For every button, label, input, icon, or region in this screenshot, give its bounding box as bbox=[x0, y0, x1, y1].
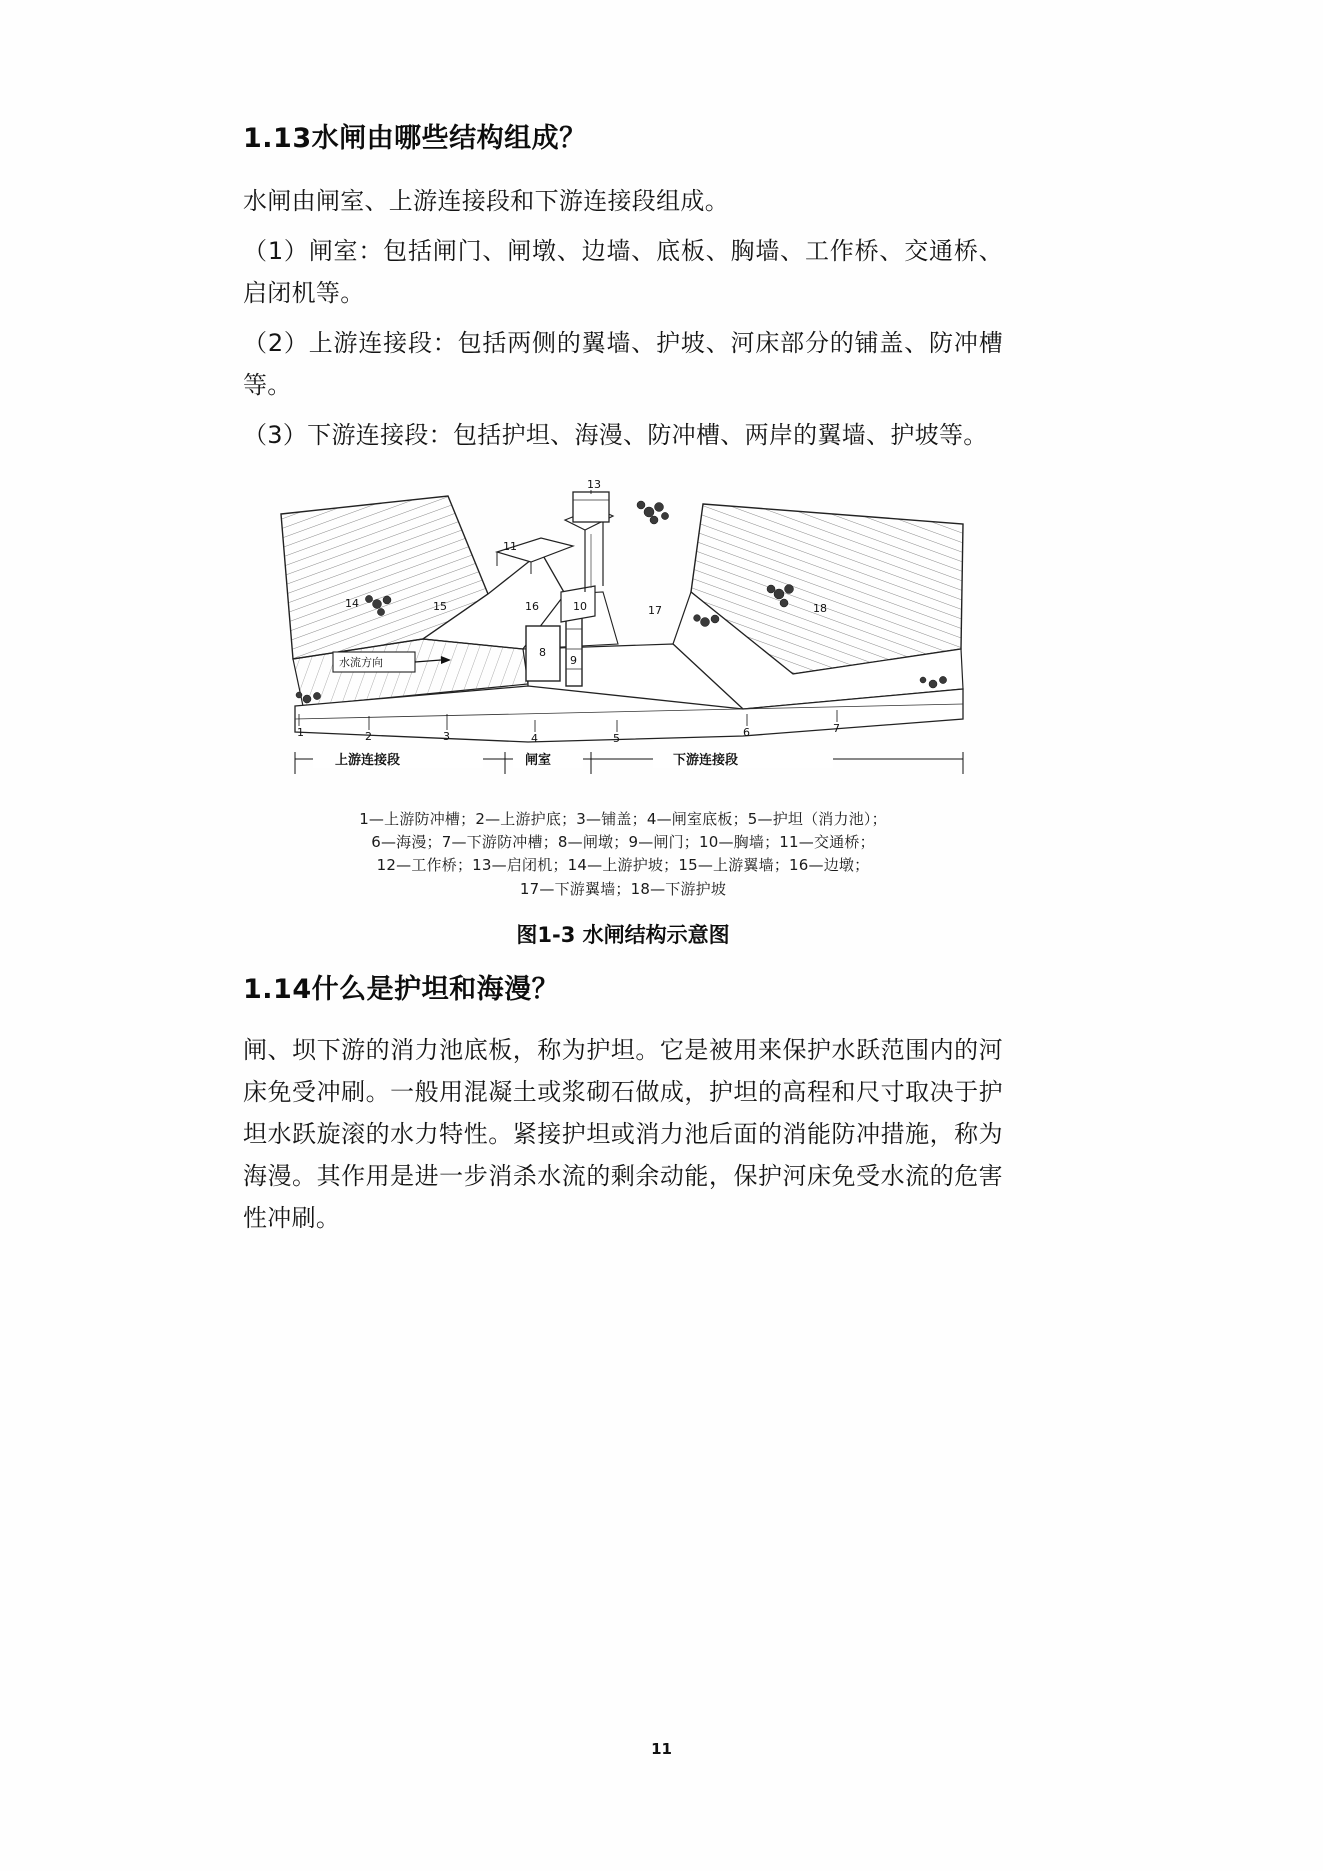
figure-diagram bbox=[273, 474, 973, 794]
svg-text:13: 13 bbox=[587, 477, 601, 491]
page-content bbox=[243, 120, 1003, 1247]
section-title-1-14: 1.14什么是护坦和海漫？ bbox=[243, 973, 560, 1005]
figure-legend bbox=[243, 808, 1003, 901]
svg-text:18: 18 bbox=[813, 601, 827, 615]
svg-text:16: 16 bbox=[525, 599, 539, 613]
figure-caption: 图1-3 水闸结构示意图 bbox=[516, 922, 730, 947]
svg-text:15: 15 bbox=[433, 599, 447, 613]
svg-text:3: 3 bbox=[443, 729, 450, 743]
svg-text:2: 2 bbox=[365, 729, 372, 743]
svg-text:1: 1 bbox=[297, 725, 304, 739]
page-number: 11 bbox=[651, 1740, 672, 1758]
figure-sluice-structure bbox=[243, 474, 1003, 949]
paragraph-apron-definition: 闸、坝下游的消力池底板，称为护坦。它是被用来保护水跃范围内的河床免受冲刷。一般用混凝土或浆砌石做成，护坦的高程和尺寸取决于护坦水跃旋滚的水力特性。紧接护坦或消力池后面的消能防冲措施，称为海漫。其作用是进一步消杀水流的剩余动能，保护河床免受水流的危害性冲刷。 bbox=[243, 1035, 1003, 1232]
legend-line: 6—海漫；7—下游防冲槽；8—闸墩；9—闸门；10—胸墙；11—交通桥； bbox=[371, 833, 875, 852]
legend-line: 17—下游翼墙；18—下游护坡 bbox=[519, 879, 727, 898]
svg-text:11: 11 bbox=[503, 539, 517, 553]
svg-text:9: 9 bbox=[570, 653, 577, 667]
svg-text:6: 6 bbox=[743, 725, 750, 739]
svg-text:5: 5 bbox=[613, 731, 620, 745]
paragraph-item-3: （3）下游连接段：包括护坦、海漫、防冲槽、两岸的翼墙、护坡等。 bbox=[243, 420, 988, 449]
legend-line: 1—上游防冲槽；2—上游护底；3—铺盖；4—闸室底板；5—护坦（消力池）； bbox=[359, 809, 887, 828]
paragraph-intro: 水闸由闸室、上游连接段和下游连接段组成。 bbox=[243, 186, 729, 215]
svg-text:10: 10 bbox=[573, 599, 587, 613]
svg-text:14: 14 bbox=[345, 596, 359, 610]
zone-label-chamber: 闸室 bbox=[525, 752, 552, 768]
svg-text:4: 4 bbox=[531, 731, 538, 745]
svg-text:17: 17 bbox=[648, 603, 662, 617]
zone-label-downstream: 下游连接段 bbox=[673, 752, 739, 768]
paragraph-item-1: （1）闸室：包括闸门、闸墩、边墙、底板、胸墙、工作桥、交通桥、启闭机等。 bbox=[243, 236, 1003, 307]
paragraph-item-2: （2）上游连接段：包括两侧的翼墙、护坡、河床部分的铺盖、防冲槽等。 bbox=[243, 328, 1003, 399]
svg-text:7: 7 bbox=[833, 721, 840, 735]
svg-text:8: 8 bbox=[539, 645, 546, 659]
legend-line: 12—工作桥；13—启闭机；14—上游护坡；15—上游翼墙；16—边墩； bbox=[376, 856, 870, 875]
flow-direction-label: 水流方向 bbox=[339, 655, 383, 669]
zone-label-upstream: 上游连接段 bbox=[335, 752, 401, 768]
page-title: 1.13水闸由哪些结构组成？ bbox=[243, 123, 587, 154]
